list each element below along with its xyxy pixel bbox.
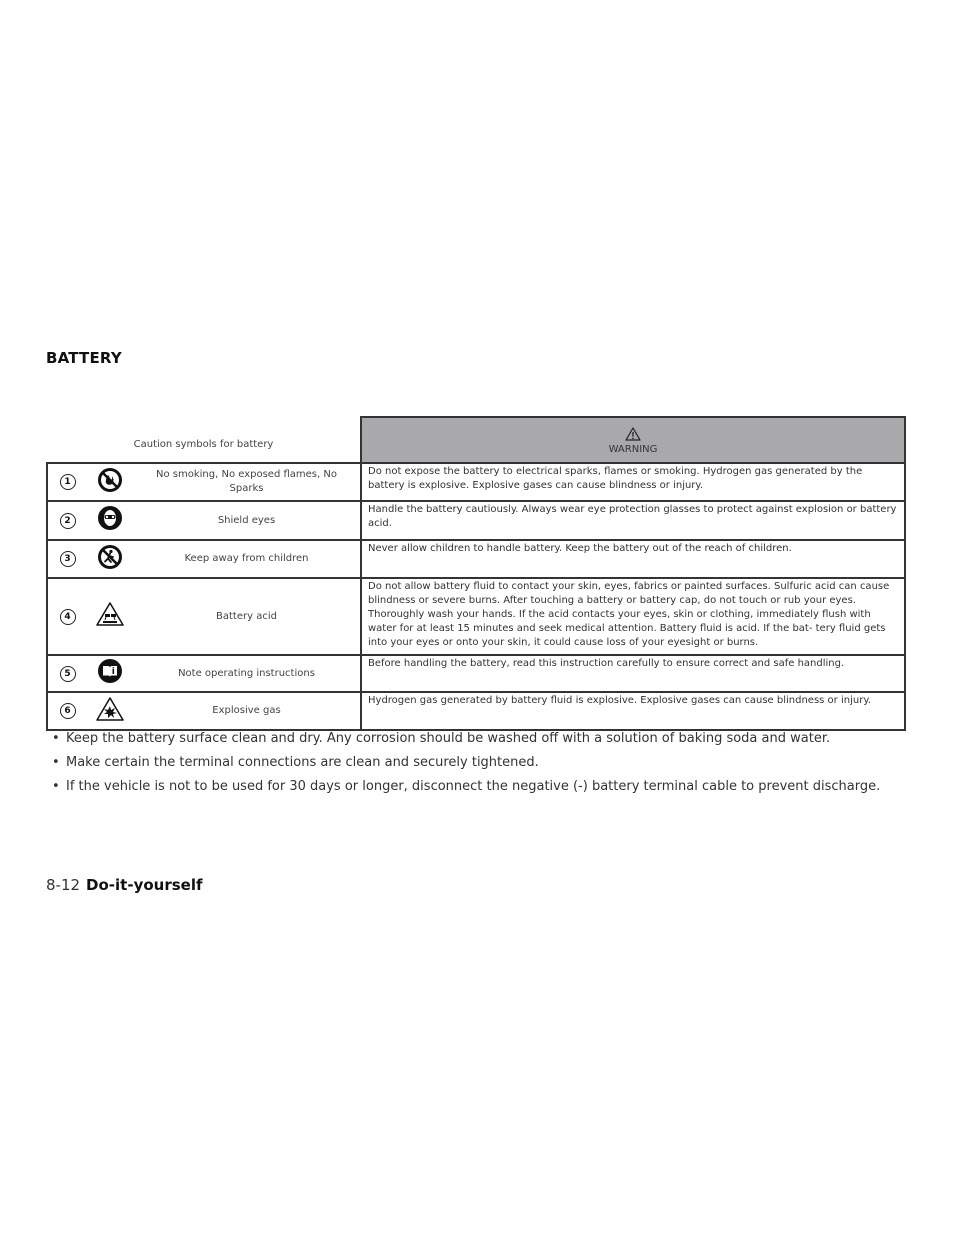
warning-label: WARNING [608,444,658,455]
row-icon-cell [87,540,133,578]
row-number: 5 [47,655,87,692]
keep-away-children-icon [97,544,123,570]
row-icon-cell [87,655,133,692]
row-number: 4 [47,578,87,655]
row-label: Shield eyes [133,501,361,540]
table-row [47,655,905,692]
page-number: 8-12 [46,876,81,894]
read-instructions-book-icon [97,658,123,684]
row-icon-cell [87,692,133,730]
row-label: Explosive gas [133,692,361,730]
caution-header: Caution symbols for battery [133,438,274,450]
warning-triangle-icon [625,427,641,441]
row-label: Note operating instructions [133,655,361,692]
table-row [47,463,905,501]
table-row [47,540,905,578]
row-icon-cell [87,501,133,540]
row-number: 3 [47,540,87,578]
row-description: Do not expose the battery to electrical sparks, flames or smoking. Hydrogen gas generated by the battery is explosive. Explosive gases can cause blindness or injury. [361,463,905,501]
row-label: Battery acid [133,578,361,655]
table-row [47,692,905,730]
chapter-title: Do-it-yourself [86,876,203,894]
row-description: Do not allow battery fluid to contact your skin, eyes, fabrics or painted surfaces. Sulfuric acid can cause blindness or severe burns. After touching a battery or battery cap, do not touch or rub your eyes. Thoroughly wash your hands. If the acid contacts your eyes, skin or clothing, immediately flush with water for at least 15 minutes and seek medical attention. Battery fluid is acid. If the bat- tery fluid gets into your eyes or onto your skin, it could cause loss of your eyesight or burns. [361,578,905,655]
row-description: Never allow children to handle battery. Keep the battery out of the reach of children. [361,540,905,578]
row-number: 2 [47,501,87,540]
battery-acid-corrosive-icon [96,602,124,626]
battery-caution-table [46,416,906,731]
no-smoking-flame-spark-icon [97,467,123,493]
bullet-dot-icon: • [52,755,60,770]
row-icon-cell [87,578,133,655]
table-row [47,501,905,540]
row-description: Handle the battery cautiously. Always wear eye protection glasses to protect against explosion or battery acid. [361,501,905,540]
battery-care-list [52,732,880,804]
list-item: • If the vehicle is not to be used for 30 days or longer, disconnect the negative (-) battery terminal cable to prevent discharge. [52,779,881,794]
bullet-dot-icon: • [52,779,60,794]
list-item: • Make certain the terminal connections are clean and securely tightened. [52,755,539,770]
row-label: No smoking, No exposed flames, No Sparks [133,463,361,501]
table-row [47,578,905,655]
shield-eyes-goggles-icon [97,505,123,531]
section-title: BATTERY [46,349,122,367]
row-description: Hydrogen gas generated by battery fluid is explosive. Explosive gases can cause blindness or injury. [361,692,905,730]
table-header-row [47,417,905,463]
row-label: Keep away from children [133,540,361,578]
row-number: 1 [47,463,87,501]
list-item: • Keep the battery surface clean and dry. Any corrosion should be washed off with a solution of baking soda and water. [52,731,831,746]
warning-header [361,417,905,463]
explosive-gas-icon [96,697,124,721]
bullet-dot-icon: • [52,731,60,746]
row-number: 6 [47,692,87,730]
row-icon-cell [87,463,133,501]
page-footer [46,876,203,894]
row-description: Before handling the battery, read this instruction carefully to ensure correct and safe handling. [361,655,905,692]
